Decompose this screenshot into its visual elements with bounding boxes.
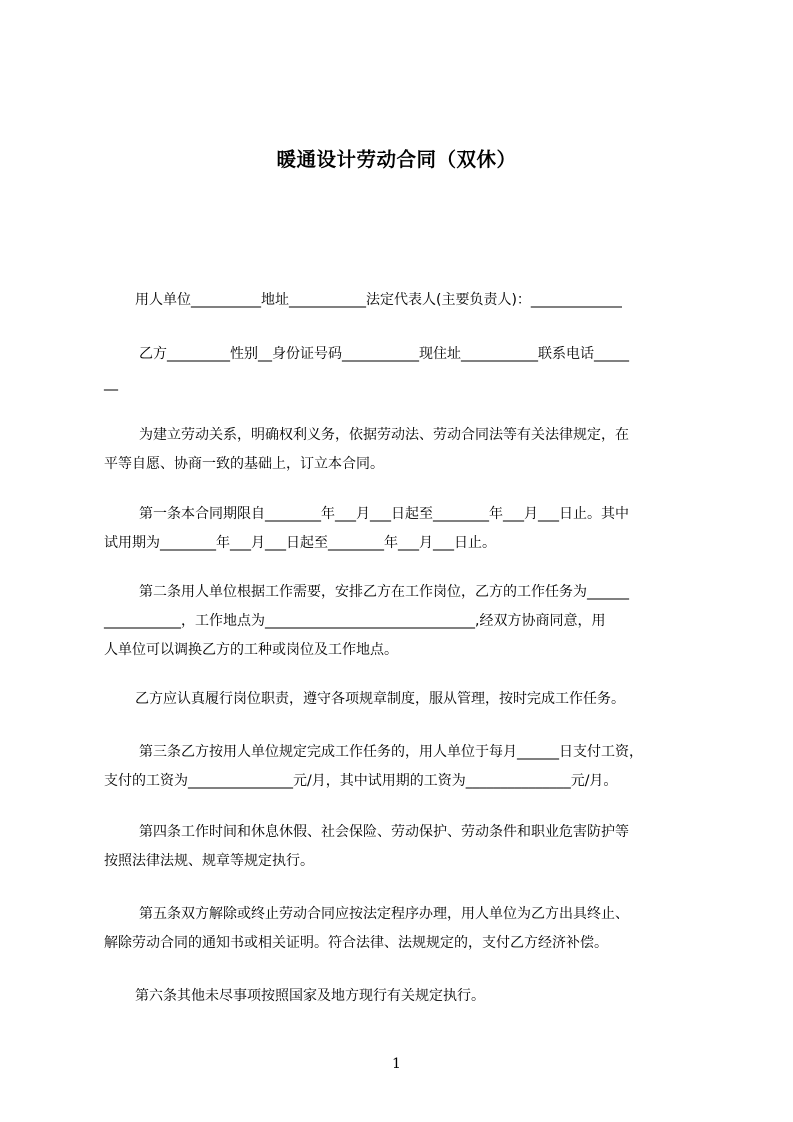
paragraph-line: 按照法律法规、规章等规定执行。 [104,853,314,869]
paragraph-article-4 [104,818,704,876]
paragraph-line: ___________，工作地点为______________________________,经双方协商同意，用 [104,613,606,629]
paragraph-preamble [104,421,704,479]
page-number: 1 [392,1056,401,1072]
paragraph-line: __ [104,375,118,391]
paragraph-line: 试用期为________年___月___日起至________年___月___日止。 [104,535,496,551]
paragraph-line: 人单位可以调换乙方的工种或岗位及工作地点。 [104,642,398,658]
document-title: 暖通设计劳动合同（双休） [276,148,517,171]
paragraph-line: 乙方应认真履行岗位职责，遵守各项规章制度，服从管理，按时完成工作任务。 [135,691,625,707]
paragraph-line: 第一条本合同期限自________年___月___日起至________年___月___日止。其中 [139,506,629,522]
paragraph-article-5 [104,900,704,958]
paragraph-article-6 [104,982,704,1011]
paragraph-line: 第五条双方解除或终止劳动合同应按法定程序办理，用人单位为乙方出具终止、 [139,906,629,922]
paragraph-duties [104,685,704,714]
paragraph-line: 解除劳动合同的通知书或相关证明。符合法律、法规规定的，支付乙方经济补偿。 [104,935,608,951]
paragraph-line: 为建立劳动关系，明确权利义务，依据劳动法、劳动合同法等有关法律规定，在 [139,427,629,443]
paragraph-line: 用人单位__________地址___________法定代表人(主要负责人)：_____________ [135,292,622,308]
paragraph-line: 第四条工作时间和休息休假、社会保险、劳动保护、劳动条件和职业危害防护等 [139,824,629,840]
paragraph-line: 第二条用人单位根据工作需要，安排乙方在工作岗位，乙方的工作任务为______ [139,584,629,600]
paragraph-line: 第六条其他未尽事项按照国家及地方现行有关规定执行。 [135,988,485,1004]
paragraph-line: 乙方_________性别__身份证号码___________现住址___________联系电话_____ [139,346,629,362]
paragraph-employer-info [104,286,704,315]
paragraph-article-1 [104,500,704,558]
paragraph-article-2 [104,578,704,665]
paragraph-line: 第三条乙方按用人单位规定完成工作任务的，用人单位于每月______日支付工资， [139,744,643,760]
paragraph-article-3 [104,738,704,796]
paragraph-line: 支付的工资为_______________元/月，其中试用期的工资为_______________元/月。 [104,773,618,789]
paragraph-line: 平等自愿、协商一致的基础上，订立本合同。 [104,456,384,472]
paragraph-employee-info [104,340,704,398]
